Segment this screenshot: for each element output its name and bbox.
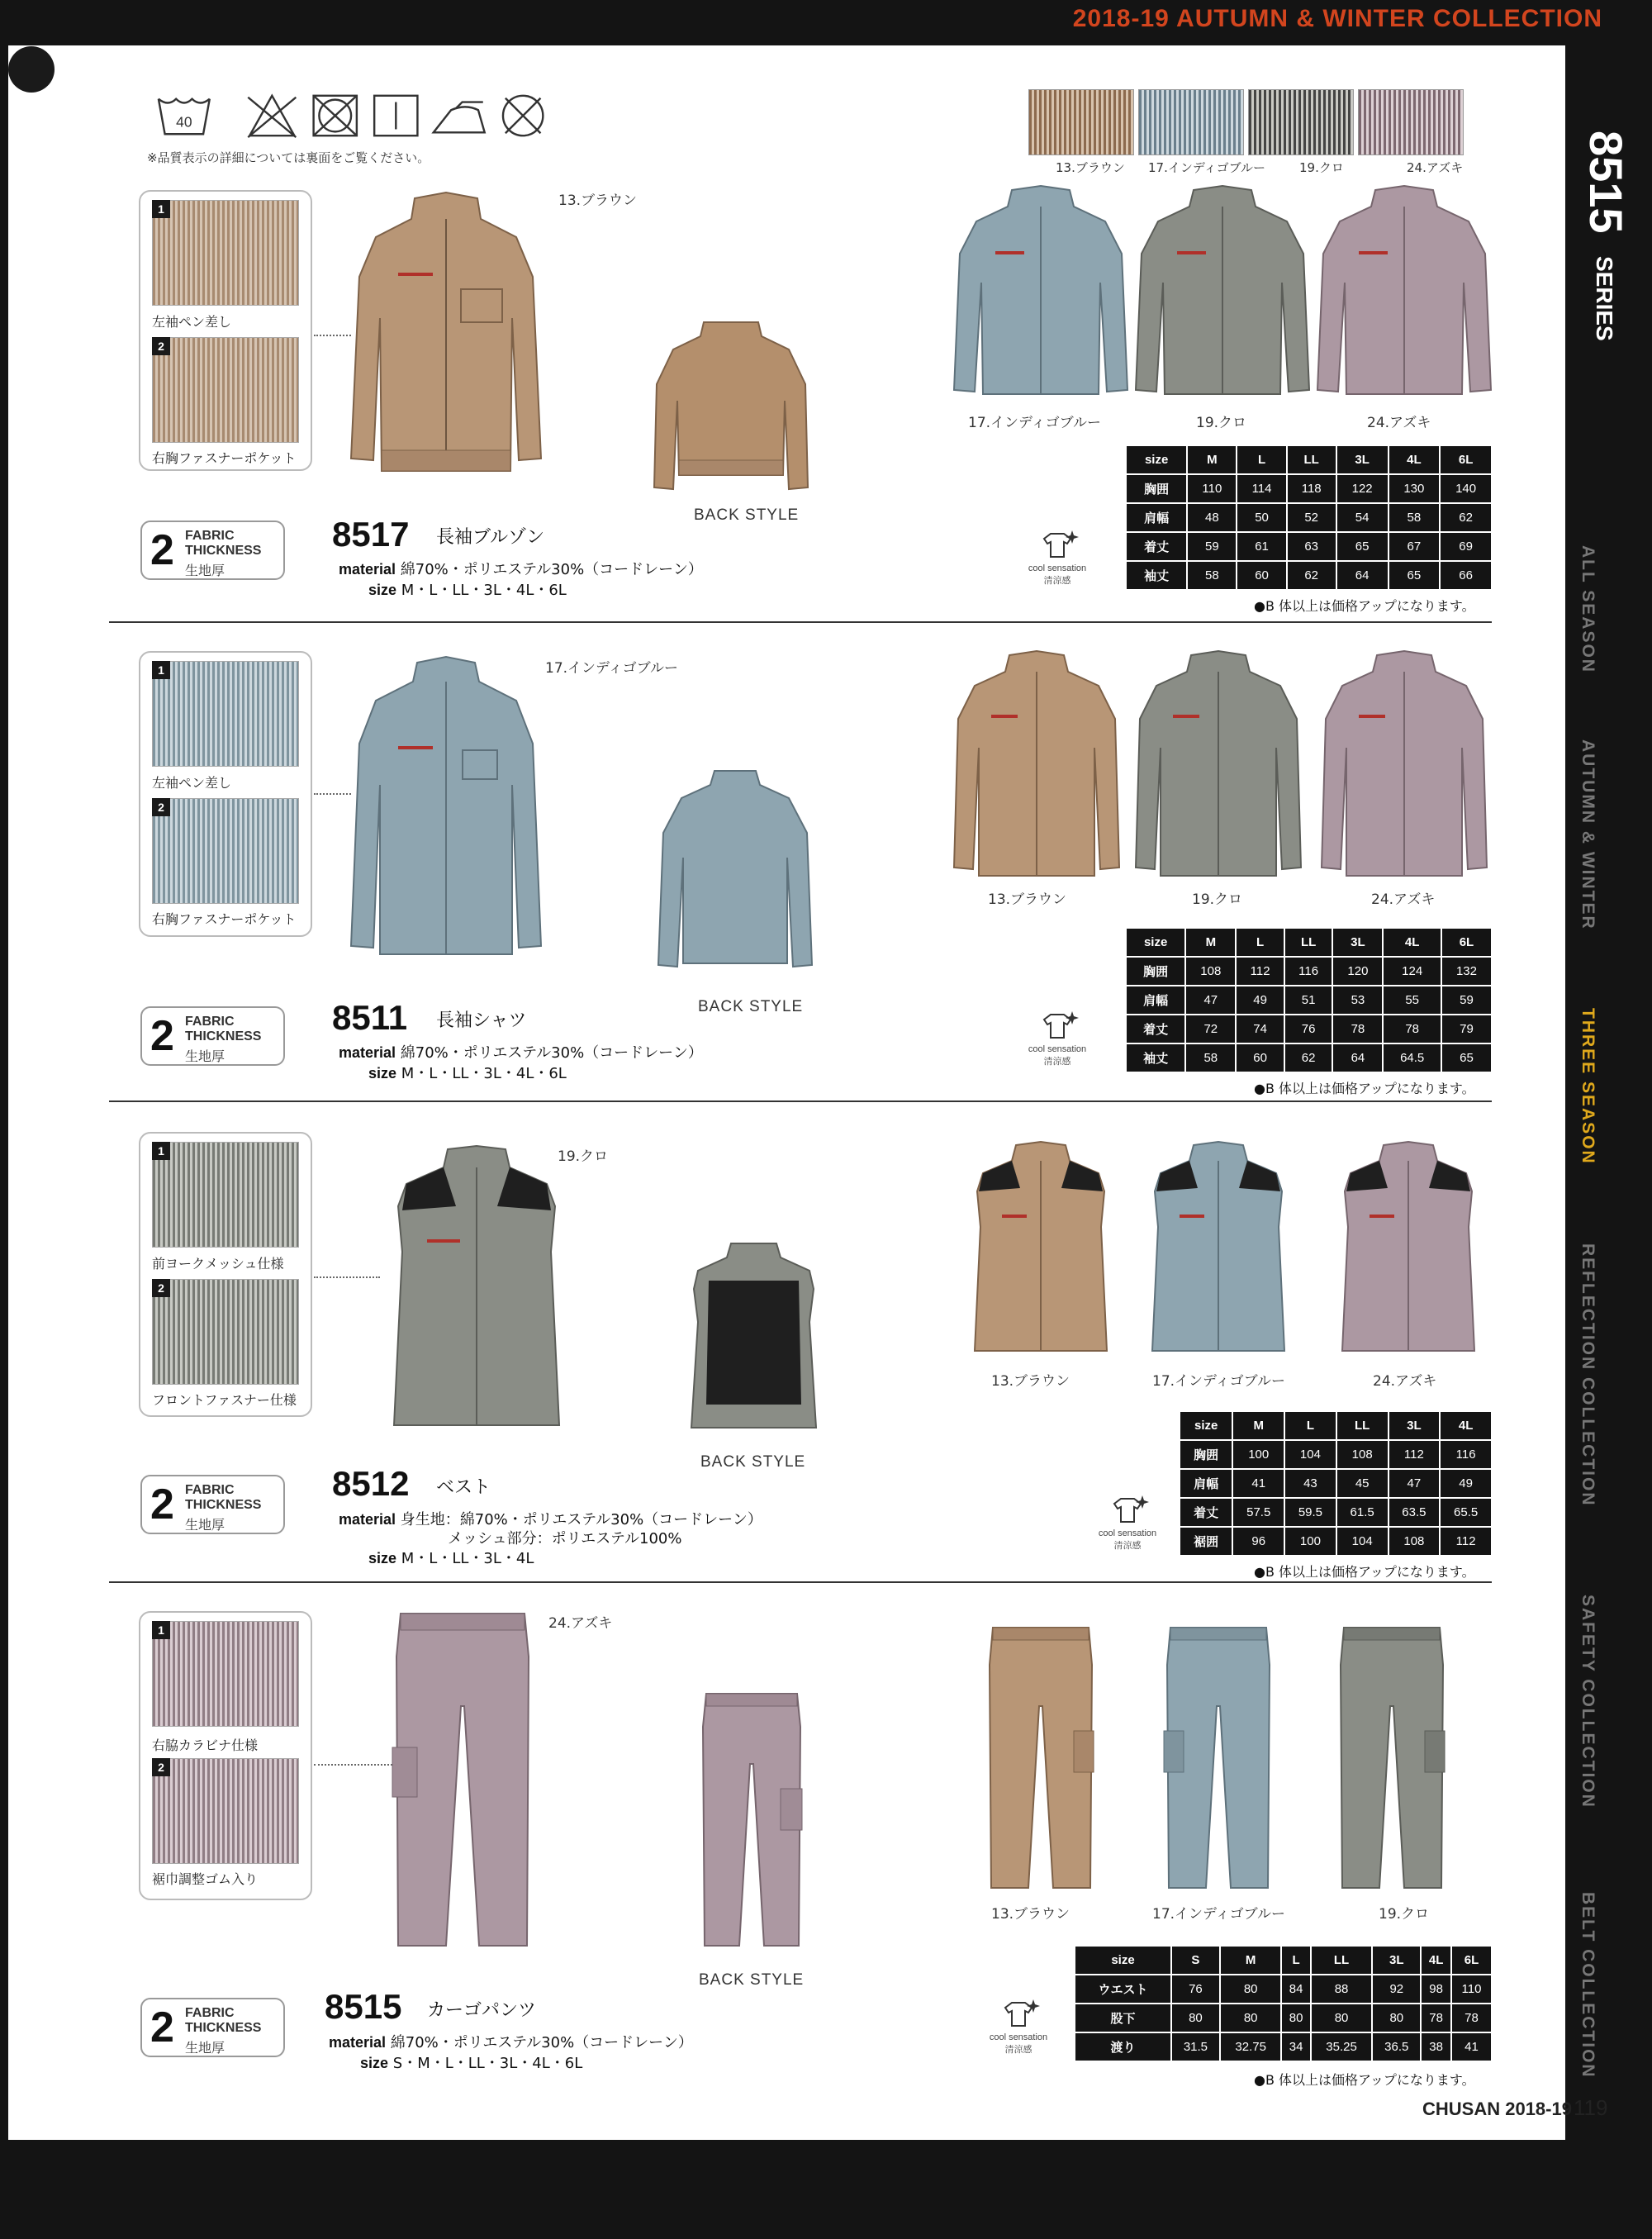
swatch-brown <box>1028 89 1134 155</box>
swatch-label: 24.アズキ <box>1407 160 1464 175</box>
cool-sensation-text: cool sensation <box>1028 1044 1087 1054</box>
pants-8515-front <box>388 1607 537 1954</box>
detail-photo-front-zipper <box>152 1279 299 1385</box>
fabric-thickness-number: 2 <box>150 526 174 574</box>
variant-brown <box>950 649 1123 884</box>
variant-azuki <box>1313 183 1495 406</box>
callout-line <box>314 1764 392 1766</box>
fabric-thickness-badge <box>140 1998 285 2057</box>
variant-label: 24.アズキ <box>1373 1373 1437 1390</box>
back-style-label: BACK STYLE <box>694 506 800 524</box>
fabric-thickness-number: 2 <box>150 1012 174 1060</box>
fabric-thickness-badge <box>140 1006 285 1066</box>
size-table <box>1074 1945 1493 2062</box>
thickness-jp-label: 生地厚 <box>185 564 225 578</box>
variant-label: 13.ブラウン <box>988 891 1067 908</box>
variant-label: 17.インディゴブルー <box>968 415 1101 431</box>
table-row: 股下 80 80 80 80 80 78 78 <box>1075 2004 1492 2032</box>
table-header-row: size M L LL 3L 4L 6L <box>1126 928 1492 957</box>
cool-sensation-badge <box>1024 1010 1090 1067</box>
variant-label: 24.アズキ <box>1367 415 1431 431</box>
material-line: material 身生地：綿70%・ポリエステル30%（コードレーン） <box>339 1511 762 1528</box>
section-divider <box>109 1100 1492 1102</box>
jacket-8517-back <box>653 318 809 500</box>
detail-box <box>139 190 312 471</box>
cool-sensation-sub: 清涼感 <box>1043 1056 1071 1067</box>
series-mark <box>1574 124 1640 372</box>
variant-label: 17.インディゴブルー <box>1152 1906 1285 1923</box>
detail-number: 1 <box>152 1142 170 1160</box>
table-note: ●B 体以上は価格アップになります。 <box>1254 598 1475 614</box>
detail-box <box>139 1132 312 1417</box>
variant-label: 24.アズキ <box>1371 891 1436 908</box>
size-table <box>1179 1410 1493 1557</box>
pants-8515-back <box>698 1690 805 1954</box>
detail-caption: フロントファスナー仕様 <box>152 1392 297 1408</box>
table-row: ウエスト 76 80 84 88 92 98 110 <box>1075 1975 1492 2004</box>
main-color-label: 19.クロ <box>558 1148 609 1165</box>
detail-number: 2 <box>152 798 170 816</box>
bottom-band <box>0 2140 1652 2239</box>
detail-box <box>139 651 312 937</box>
product-code: 8517 <box>332 515 410 554</box>
swatch-black <box>1248 89 1354 155</box>
variant-label: 17.インディゴブルー <box>1152 1373 1285 1390</box>
fabric-thickness-badge <box>140 521 285 580</box>
table-row: 胸囲 108 112 116 120 124 132 <box>1126 957 1492 986</box>
variant-label: 19.クロ <box>1192 891 1243 908</box>
table-row: 着丈 59 61 63 65 67 69 <box>1126 532 1492 561</box>
fabric-thickness-badge <box>140 1475 285 1534</box>
main-color-label: 24.アズキ <box>548 1615 613 1632</box>
swatch-label: 19.クロ <box>1299 160 1344 175</box>
variant-indigo <box>1148 1140 1289 1359</box>
material-line: material 綿70%・ポリエステル30%（コードレーン） <box>339 561 703 578</box>
material-line: material 綿70%・ポリエステル30%（コードレーン） <box>339 1044 703 1062</box>
series-number: 8515 <box>1580 131 1632 234</box>
cool-sensation-badge <box>1094 1494 1161 1552</box>
variant-label: 19.クロ <box>1196 415 1247 431</box>
table-note: ●B 体以上は価格アップになります。 <box>1254 1081 1475 1096</box>
fabric-label: FABRIC <box>185 2006 235 2020</box>
shirt-8511-front <box>347 653 545 967</box>
back-style-label: BACK STYLE <box>699 1971 805 1989</box>
size-table <box>1125 444 1493 591</box>
cool-sensation-badge <box>1024 529 1090 587</box>
cool-sensation-icon <box>994 1998 1043 2029</box>
nav-autumn-winter[interactable]: AUTUMN & WINTER <box>1578 739 1597 930</box>
cool-sensation-sub: 清涼感 <box>1004 2044 1032 2055</box>
fabric-label: FABRIC <box>185 1015 235 1029</box>
variant-black <box>1132 649 1305 884</box>
table-note: ●B 体以上は価格アップになります。 <box>1254 2072 1475 2088</box>
size-line: size M・L・LL・3L・4L・6L <box>368 582 567 599</box>
cool-sensation-icon <box>1032 1010 1082 1041</box>
product-code: 8515 <box>325 1987 402 2026</box>
detail-caption: 右脇カラビナ仕様 <box>152 1737 259 1753</box>
back-style-label: BACK STYLE <box>698 998 804 1015</box>
thickness-label: THICKNESS <box>185 1029 262 1043</box>
cool-sensation-text: cool sensation <box>1028 563 1087 573</box>
thickness-jp-label: 生地厚 <box>185 1050 225 1064</box>
swatch-azuki <box>1358 89 1464 155</box>
thickness-label: THICKNESS <box>185 1498 262 1512</box>
series-label: SERIES <box>1592 256 1617 341</box>
fabric-thickness-number: 2 <box>150 1481 174 1528</box>
material-line: material 綿70%・ポリエステル30%（コードレーン） <box>329 2034 693 2051</box>
fabric-thickness-number: 2 <box>150 2004 174 2051</box>
detail-box <box>139 1611 312 1900</box>
detail-photo-pen-slot <box>152 200 299 306</box>
detail-number: 2 <box>152 1758 170 1776</box>
detail-photo-carabiner <box>152 1621 299 1727</box>
product-name: ベスト <box>436 1477 491 1498</box>
thickness-jp-label: 生地厚 <box>185 2042 225 2056</box>
collection-nav <box>1566 459 1649 2078</box>
detail-number: 1 <box>152 200 170 218</box>
main-color-label: 17.インディゴブルー <box>545 660 678 677</box>
nav-safety-collection[interactable]: SAFETY COLLECTION <box>1578 1595 1597 1809</box>
collection-title: 2018-19 AUTUMN & WINTER COLLECTION <box>1072 5 1602 32</box>
swatch-label: 13.ブラウン <box>1056 160 1125 175</box>
thickness-jp-label: 生地厚 <box>185 1519 225 1533</box>
table-row: 渡り 31.5 32.75 34 35.25 36.5 38 41 <box>1075 2032 1492 2061</box>
detail-photo-chest-pocket <box>152 337 299 443</box>
page-number: 119 <box>1574 2095 1608 2120</box>
detail-caption: 左袖ペン差し <box>152 775 232 791</box>
care-note: ※品質表示の詳細については裏面をご覧ください。 <box>147 150 430 165</box>
material-line-2: メッシュ部分：ポリエステル100% <box>448 1530 682 1547</box>
nav-reflection-collection[interactable]: REFLECTION COLLECTION <box>1578 1243 1597 1507</box>
variant-azuki <box>1338 1140 1479 1359</box>
size-line: size S・M・L・LL・3L・4L・6L <box>360 2055 583 2072</box>
product-name: カーゴパンツ <box>427 2000 537 2021</box>
callout-line <box>314 793 351 795</box>
no-dry-clean-icon <box>503 96 543 135</box>
no-tumble-dry-icon <box>314 96 357 135</box>
product-name: 長袖シャツ <box>436 1010 527 1031</box>
vest-8512-front <box>382 1144 572 1438</box>
binder-hole <box>8 46 55 93</box>
cool-sensation-icon <box>1103 1494 1152 1525</box>
product-code: 8511 <box>332 998 408 1037</box>
cool-sensation-sub: 清涼感 <box>1113 1540 1142 1551</box>
table-row: 着丈 57.5 59.5 61.5 63.5 65.5 <box>1180 1498 1492 1527</box>
thickness-label: THICKNESS <box>185 2021 262 2035</box>
size-line: size M・L・LL・3L・4L <box>368 1550 534 1567</box>
detail-caption: 右胸ファスナーポケット <box>152 911 297 927</box>
detail-number: 1 <box>152 661 170 679</box>
table-row: 袖丈 58 60 62 64 64.5 65 <box>1126 1043 1492 1072</box>
detail-caption: 前ヨークメッシュ仕様 <box>152 1256 284 1272</box>
iron-low-icon <box>434 102 485 133</box>
variant-label: 13.ブラウン <box>991 1906 1070 1923</box>
cool-sensation-text: cool sensation <box>989 2032 1048 2042</box>
detail-photo-chest-pocket <box>152 798 299 904</box>
variant-brown <box>971 1140 1111 1359</box>
cool-sensation-text: cool sensation <box>1098 1528 1157 1538</box>
detail-caption: 裾巾調整ゴム入り <box>152 1871 259 1887</box>
size-table <box>1125 927 1493 1073</box>
detail-photo-hem-elastic <box>152 1758 299 1864</box>
detail-photo-mesh-yoke <box>152 1142 299 1248</box>
line-dry-icon <box>374 96 417 135</box>
back-style-label: BACK STYLE <box>700 1453 806 1471</box>
variant-black <box>1132 183 1313 406</box>
wash-temp: 40 <box>176 113 192 131</box>
cool-sensation-sub: 清涼感 <box>1043 575 1071 586</box>
care-symbols <box>147 91 560 140</box>
callout-line <box>314 1276 380 1278</box>
variant-label: 13.ブラウン <box>991 1373 1070 1390</box>
nav-three-season[interactable]: THREE SEASON <box>1578 1008 1597 1165</box>
variant-indigo <box>950 183 1132 406</box>
table-row: 胸囲 110 114 118 122 130 140 <box>1126 474 1492 503</box>
table-note: ●B 体以上は価格アップになります。 <box>1254 1564 1475 1580</box>
callout-line <box>314 335 351 336</box>
footer-brand: CHUSAN 2018-19 <box>1422 2099 1572 2119</box>
detail-number: 1 <box>152 1621 170 1639</box>
section-divider <box>109 621 1492 623</box>
no-bleach-icon <box>248 96 296 137</box>
swatch-indigo <box>1138 89 1244 155</box>
variant-label: 19.クロ <box>1379 1906 1430 1923</box>
table-row: 肩幅 41 43 45 47 49 <box>1180 1469 1492 1498</box>
cool-sensation-icon <box>1032 529 1082 560</box>
nav-all-season[interactable]: ALL SEASON <box>1578 545 1597 673</box>
detail-caption: 左袖ペン差し <box>152 314 232 330</box>
detail-photo-pen-slot <box>152 661 299 767</box>
jacket-8517-front <box>347 186 545 492</box>
table-row: 袖丈 58 60 62 64 65 66 <box>1126 561 1492 590</box>
section-divider <box>109 1581 1492 1583</box>
detail-caption: 右胸ファスナーポケット <box>152 450 297 466</box>
size-line: size M・L・LL・3L・4L・6L <box>368 1065 567 1082</box>
vest-8512-back <box>686 1239 822 1438</box>
product-code: 8512 <box>332 1464 410 1503</box>
table-row: 肩幅 48 50 52 54 58 62 <box>1126 503 1492 532</box>
product-name: 長袖ブルゾン <box>436 527 545 548</box>
table-row: 胸囲 100 104 108 112 116 <box>1180 1440 1492 1469</box>
table-header-row: size M L LL 3L 4L 6L <box>1126 445 1492 474</box>
table-row: 着丈 72 74 76 78 78 79 <box>1126 1015 1492 1043</box>
variant-azuki <box>1317 649 1491 884</box>
shirt-8511-back <box>657 767 814 977</box>
nav-belt-collection[interactable]: BELT COLLECTION <box>1578 1892 1597 2079</box>
main-color-label: 13.ブラウン <box>558 193 638 209</box>
thickness-label: THICKNESS <box>185 544 262 558</box>
table-row: 裾囲 96 100 104 108 112 <box>1180 1527 1492 1556</box>
detail-number: 2 <box>152 337 170 355</box>
swatch-label: 17.インディゴブルー <box>1148 160 1266 175</box>
variant-brown <box>983 1623 1099 1896</box>
left-band <box>0 0 8 2239</box>
table-row: 肩幅 47 49 51 53 55 59 <box>1126 986 1492 1015</box>
table-header-row: size S M L LL 3L 4L 6L <box>1075 1946 1492 1975</box>
cool-sensation-badge <box>985 1998 1051 2056</box>
fabric-label: FABRIC <box>185 529 235 543</box>
variant-black <box>1334 1623 1450 1896</box>
fabric-label: FABRIC <box>185 1483 235 1497</box>
variant-indigo <box>1161 1623 1276 1896</box>
detail-number: 2 <box>152 1279 170 1297</box>
table-header-row: size M L LL 3L 4L <box>1180 1411 1492 1440</box>
